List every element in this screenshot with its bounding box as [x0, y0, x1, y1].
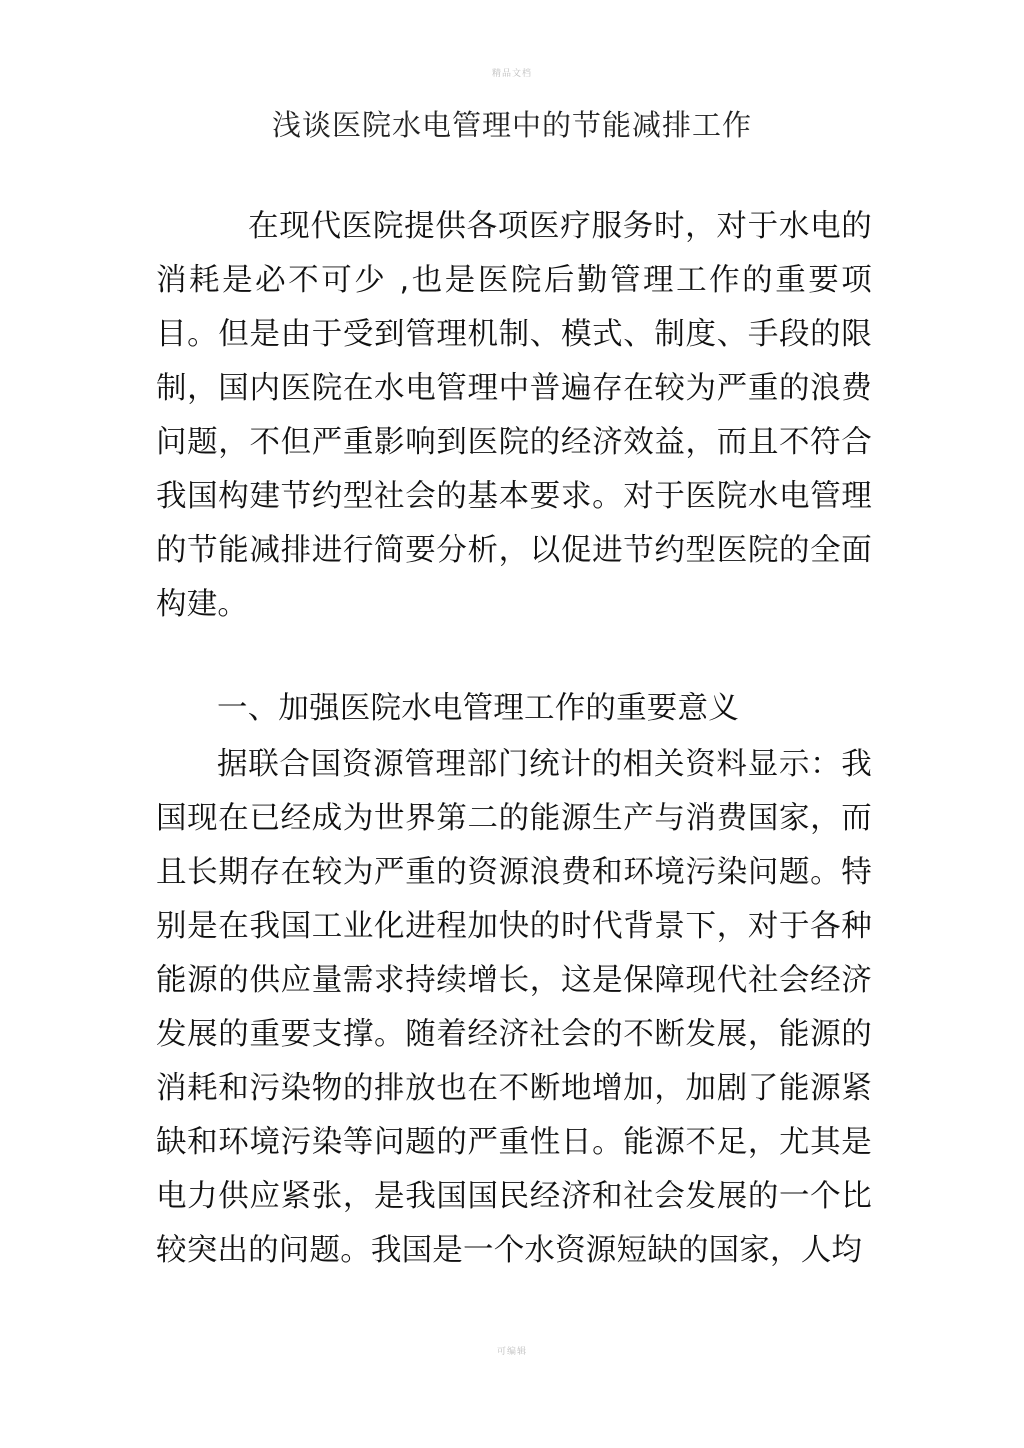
intro-paragraph: 在现代医院提供各项医疗服务时，对于水电的消耗是必不可少 ,也是医院后勤管理工作的重要项目。但是由于受到管理机制、模式、制度、手段的限制，国内医院在水电管理中普遍存在较为严重的浪费问题，不但严重影响到医院的经济效益，而且不符合我国构建节约型社会的基本要求。对于医院水电管理的节能减排进行简要分析，以促进节约型医院的全面构建。 [156, 209, 872, 622]
section-paragraph: 据联合国资源管理部门统计的相关资料显示：我国现在已经成为世界第二的能源生产与消费国家，而且长期存在较为严重的资源浪费和环境污染问题。特别是在我国工业化进程加快的时代背景下，对于各种能源的供应量需求持续增长，这是保障现代社会经济发展的重要支撑。随着经济社会的不断发展，能源的消耗和污染物的排放也在不断地增加，加剧了能源紧缺和环境污染等问题的严重性日。能源不足，尤其是电力供应紧张，是我国国民经济和社会发展的一个比较突出的问题。我国是一个水资源短缺的国家，人均 [156, 747, 872, 1268]
document-title: 浅谈医院水电管理中的节能减排工作 [271, 108, 752, 142]
header-watermark: 精品文档 [491, 69, 532, 79]
section-heading: 一、加强医院水电管理工作的重要意义 [217, 691, 739, 726]
footer-watermark: 可编辑 [496, 1347, 527, 1357]
